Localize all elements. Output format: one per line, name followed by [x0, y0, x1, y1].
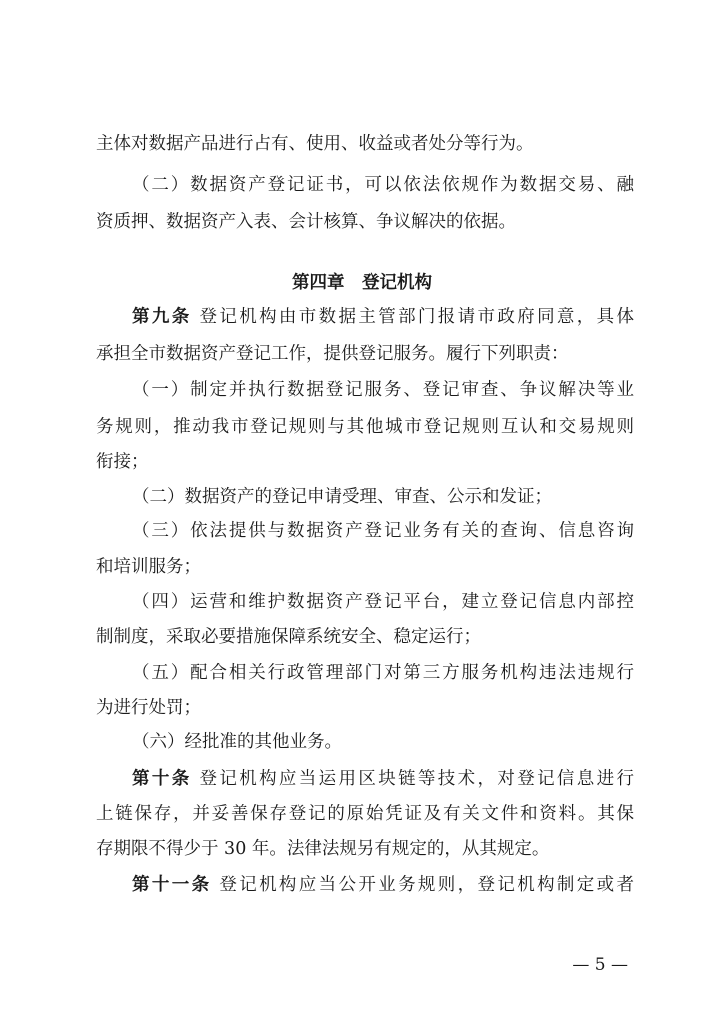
paragraph-line: 上链保存，并妥善保存登记的原始凭证及有关文件和资料。其保 [96, 804, 634, 824]
paragraph-line: 衔接； [96, 452, 149, 472]
article-line [96, 868, 634, 902]
article-label: 第十一条 [132, 875, 212, 895]
paragraph-line: 主体对数据产品进行占有、使用、收益或者处分等行为。 [96, 134, 534, 154]
chapter-heading: 第四章 登记机构 [292, 273, 432, 293]
paragraph-line: （二）数据资产的登记申请受理、审查、公示和发证； [132, 487, 552, 507]
article-line [96, 762, 634, 796]
paragraph-line: 制制度，采取必要措施保障系统安全、稳定运行； [96, 627, 481, 647]
paragraph-line: （二）数据资产登记证书，可以依法依规作为数据交易、融 [132, 175, 634, 195]
article-label: 第九条 [132, 307, 192, 327]
paragraph-line: （四）运营和维护数据资产登记平台，建立登记信息内部控 [132, 592, 634, 612]
paragraph-line: （三）依法提供与数据资产登记业务有关的查询、信息咨询 [132, 521, 634, 541]
paragraph-line: （六）经批准的其他业务。 [132, 732, 342, 752]
paragraph-line: 资质押、数据资产入表、会计核算、争议解决的依据。 [96, 212, 516, 232]
article-line [96, 300, 634, 334]
paragraph-line: 为进行处罚； [96, 698, 201, 718]
article-label: 第十条 [132, 769, 192, 789]
paragraph-line: 务规则，推动我市登记规则与其他城市登记规则互认和交易规则 [96, 417, 634, 437]
paragraph-line: 和培训服务； [96, 557, 201, 577]
paragraph-line: 承担全市数据资产登记工作，提供登记服务。履行下列职责： [96, 344, 569, 364]
article-text: 登记机构由市数据主管部门报请市政府同意，具体 [199, 307, 634, 327]
paragraph-line: （五）配合相关行政管理部门对第三方服务机构违法违规行 [132, 663, 634, 683]
article-text: 登记机构应当运用区块链等技术，对登记信息进行 [199, 769, 634, 789]
paragraph-line: 存期限不得少于 30 年。法律法规另有规定的，从其规定。 [96, 839, 550, 859]
paragraph-line: （一）制定并执行数据登记服务、登记审查、争议解决等业 [132, 380, 634, 400]
page-number: — 5 — [572, 955, 628, 975]
article-text: 登记机构应当公开业务规则，登记机构制定或者 [219, 875, 634, 895]
